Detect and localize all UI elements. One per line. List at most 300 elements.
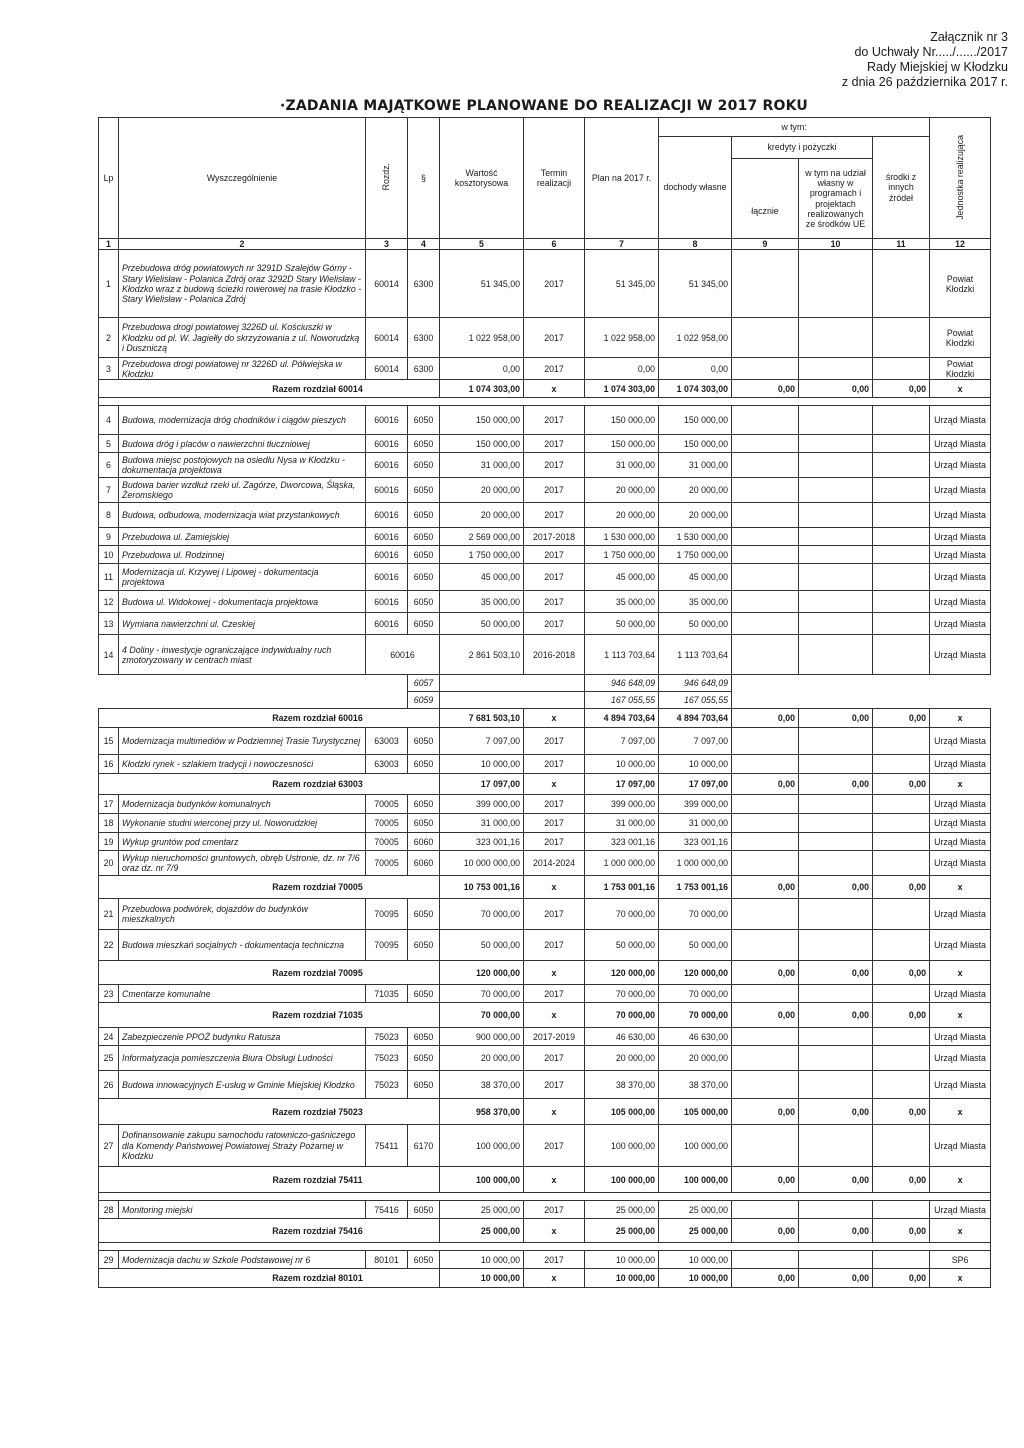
- subtotal-label: Razem rozdział 80101: [99, 1269, 440, 1288]
- row-other-sources: [873, 1046, 930, 1071]
- row-unit: Powiat Kłodzki: [930, 318, 991, 358]
- row-other-sources: [873, 1125, 930, 1167]
- row-own-income: 150 000,00: [659, 406, 732, 435]
- row-rozdz: 63003: [366, 728, 408, 755]
- row-term: 2017-2018: [524, 528, 585, 546]
- row-credits-eu: [799, 1125, 873, 1167]
- row-term: 2016-2018: [524, 635, 585, 675]
- row-credits-eu: [799, 814, 873, 833]
- row-description: Budowa miejsc postojowych na osiedlu Nysa w Kłodzku - dokumentacja projektowa: [119, 453, 366, 478]
- row-value: 35 000,00: [440, 591, 524, 613]
- subtotal-row: [99, 774, 991, 795]
- row-credits-eu: [799, 1201, 873, 1219]
- row-credits-total: [732, 1071, 799, 1099]
- row-description: Budowa mieszkań socjalnych - dokumentacja techniczna: [119, 930, 366, 961]
- row-unit: Urząd Miasta: [930, 851, 991, 876]
- row-unit: Urząd Miasta: [930, 899, 991, 930]
- subtotal-term: x: [524, 1219, 585, 1243]
- row-value: 31 000,00: [440, 814, 524, 833]
- subtotal-row: [99, 1003, 991, 1028]
- row-rozdz: 70005: [366, 851, 408, 876]
- subtotal-row: [99, 1269, 991, 1288]
- subtotal-label: Razem rozdział 70095: [99, 961, 440, 985]
- col-wtym: w tym:: [659, 118, 930, 137]
- subtotal-value: 1 074 303,00: [440, 380, 524, 398]
- column-number: 8: [659, 239, 732, 250]
- row-paragraph: 6050: [408, 1201, 440, 1219]
- subtotal-value: 10 753 001,16: [440, 876, 524, 899]
- row-credits-eu: [799, 635, 873, 675]
- row-own-income: 31 000,00: [659, 453, 732, 478]
- subtotal-row: [99, 709, 991, 728]
- row-credits-eu: [799, 453, 873, 478]
- sub-row: [99, 675, 991, 692]
- row-term: 2017: [524, 478, 585, 503]
- column-number-row: [99, 239, 991, 250]
- subtotal-credits-total: 0,00: [732, 961, 799, 985]
- row-value: 150 000,00: [440, 435, 524, 453]
- section-spacer: [99, 1193, 991, 1201]
- row-unit: Urząd Miasta: [930, 435, 991, 453]
- row-value: 25 000,00: [440, 1201, 524, 1219]
- row-own-income: 10 000,00: [659, 755, 732, 774]
- subtotal-other-sources: 0,00: [873, 1003, 930, 1028]
- row-term: 2017: [524, 318, 585, 358]
- subtotal-value: 70 000,00: [440, 1003, 524, 1028]
- table-row: [99, 406, 991, 435]
- row-credits-total: [732, 250, 799, 318]
- row-unit: Powiat Kłodzki: [930, 250, 991, 318]
- row-unit: Urząd Miasta: [930, 478, 991, 503]
- row-plan: 20 000,00: [585, 503, 659, 528]
- subtotal-credits-eu: 0,00: [799, 774, 873, 795]
- row-other-sources: [873, 503, 930, 528]
- row-credits-total: [732, 406, 799, 435]
- row-other-sources: [873, 814, 930, 833]
- row-value: 51 345,00: [440, 250, 524, 318]
- table-row: [99, 453, 991, 478]
- subtotal-other-sources: 0,00: [873, 1099, 930, 1125]
- col-rozdz: [366, 118, 408, 239]
- row-description: Dofinansowanie zakupu samochodu ratowniczo-gaśniczego dla Komendy Państwowej Powiatowej Straży Pożarnej w Kłodzku: [119, 1125, 366, 1167]
- row-rozdz: 75023: [366, 1028, 408, 1046]
- row-paragraph: 6050: [408, 528, 440, 546]
- row-credits-eu: [799, 755, 873, 774]
- row-credits-eu: [799, 318, 873, 358]
- row-lp: 14: [99, 635, 119, 675]
- row-own-income: 1 022 958,00: [659, 318, 732, 358]
- row-credits-eu: [799, 591, 873, 613]
- column-number: 2: [119, 239, 366, 250]
- row-term: 2017: [524, 503, 585, 528]
- row-plan: 50 000,00: [585, 930, 659, 961]
- row-term: 2017: [524, 728, 585, 755]
- row-other-sources: [873, 564, 930, 591]
- investment-table: [98, 117, 991, 1288]
- row-plan: 70 000,00: [585, 985, 659, 1003]
- row-value: 50 000,00: [440, 613, 524, 635]
- table-row: [99, 1201, 991, 1219]
- subtotal-term: x: [524, 709, 585, 728]
- subtotal-term: x: [524, 1099, 585, 1125]
- row-paragraph: 6050: [408, 814, 440, 833]
- row-unit: Urząd Miasta: [930, 814, 991, 833]
- subtotal-value: 958 370,00: [440, 1099, 524, 1125]
- row-credits-total: [732, 528, 799, 546]
- subtotal-credits-total: 0,00: [732, 1099, 799, 1125]
- row-description: Przebudowa drogi powiatowej nr 3226D ul. Półwiejska w Kłodzku: [119, 358, 366, 380]
- row-own-income: 20 000,00: [659, 478, 732, 503]
- row-unit: Urząd Miasta: [930, 795, 991, 814]
- table-row: [99, 478, 991, 503]
- row-plan: 399 000,00: [585, 795, 659, 814]
- row-value: 20 000,00: [440, 478, 524, 503]
- row-value: 10 000,00: [440, 755, 524, 774]
- subtotal-row: [99, 1167, 991, 1193]
- row-paragraph: 6050: [408, 1028, 440, 1046]
- row-lp: 10: [99, 546, 119, 564]
- row-term: 2017-2019: [524, 1028, 585, 1046]
- sub-empty-3: [732, 692, 991, 709]
- row-own-income: 1 113 703,64: [659, 635, 732, 675]
- row-rozdz: 60016: [366, 478, 408, 503]
- row-other-sources: [873, 635, 930, 675]
- subtotal-credits-eu: 0,00: [799, 1003, 873, 1028]
- subtotal-term: x: [524, 1269, 585, 1288]
- row-term: 2017: [524, 591, 585, 613]
- table-row: [99, 814, 991, 833]
- row-unit: Powiat Kłodzki: [930, 358, 991, 380]
- subtotal-own-income: 105 000,00: [659, 1099, 732, 1125]
- sub-own-income: 946 648,09: [659, 675, 732, 692]
- section-spacer: [99, 1243, 991, 1251]
- subtotal-other-sources: 0,00: [873, 774, 930, 795]
- subtotal-other-sources: 0,00: [873, 1219, 930, 1243]
- row-description: Modernizacja multimediów w Podziemnej Trasie Turystycznej: [119, 728, 366, 755]
- table-row: [99, 833, 991, 851]
- row-lp: 19: [99, 833, 119, 851]
- row-unit: Urząd Miasta: [930, 453, 991, 478]
- subtotal-term: x: [524, 876, 585, 899]
- row-description: Przebudowa ul. Zamiejskiej: [119, 528, 366, 546]
- row-rozdz: 60016: [366, 591, 408, 613]
- row-other-sources: [873, 795, 930, 814]
- row-plan: 31 000,00: [585, 814, 659, 833]
- subtotal-credits-total: 0,00: [732, 1167, 799, 1193]
- spacer-cell: [99, 398, 991, 406]
- row-paragraph: 6050: [408, 930, 440, 961]
- subtotal-credits-total: 0,00: [732, 1003, 799, 1028]
- sub-own-income: 167 055,55: [659, 692, 732, 709]
- row-credits-eu: [799, 1071, 873, 1099]
- row-own-income: 50 000,00: [659, 930, 732, 961]
- subtotal-other-sources: 0,00: [873, 380, 930, 398]
- row-credits-eu: [799, 503, 873, 528]
- col-unit-label: Jednostka realizująca: [954, 134, 965, 220]
- row-credits-total: [732, 985, 799, 1003]
- subtotal-value: 25 000,00: [440, 1219, 524, 1243]
- row-plan: 1 750 000,00: [585, 546, 659, 564]
- row-credits-total: [732, 728, 799, 755]
- row-credits-total: [732, 755, 799, 774]
- row-credits-eu: [799, 1251, 873, 1269]
- row-unit: Urząd Miasta: [930, 1046, 991, 1071]
- row-term: 2017: [524, 814, 585, 833]
- row-rozdz: 70005: [366, 814, 408, 833]
- row-rozdz: 80101: [366, 1251, 408, 1269]
- table-row: [99, 635, 991, 675]
- row-rozdz: 60016: [366, 564, 408, 591]
- column-number: 6: [524, 239, 585, 250]
- table-row: [99, 728, 991, 755]
- subtotal-plan: 105 000,00: [585, 1099, 659, 1125]
- row-rozdz: 60016: [366, 546, 408, 564]
- section-spacer: [99, 398, 991, 406]
- row-value: 150 000,00: [440, 406, 524, 435]
- sub-plan: 167 055,55: [585, 692, 659, 709]
- subtotal-row: [99, 961, 991, 985]
- row-lp: 5: [99, 435, 119, 453]
- row-lp: 7: [99, 478, 119, 503]
- row-paragraph: 6050: [408, 613, 440, 635]
- subtotal-unit: x: [930, 1219, 991, 1243]
- subtotal-own-income: 1 753 001,16: [659, 876, 732, 899]
- table-row: [99, 930, 991, 961]
- row-rozdz: 70005: [366, 795, 408, 814]
- row-plan: 7 097,00: [585, 728, 659, 755]
- row-term: 2017: [524, 930, 585, 961]
- subtotal-unit: x: [930, 709, 991, 728]
- row-credits-eu: [799, 833, 873, 851]
- subtotal-term: x: [524, 1003, 585, 1028]
- row-other-sources: [873, 851, 930, 876]
- row-other-sources: [873, 406, 930, 435]
- subtotal-own-income: 70 000,00: [659, 1003, 732, 1028]
- row-credits-total: [732, 591, 799, 613]
- subtotal-unit: x: [930, 380, 991, 398]
- row-paragraph: 6050: [408, 546, 440, 564]
- row-value: 1 750 000,00: [440, 546, 524, 564]
- row-value: 70 000,00: [440, 985, 524, 1003]
- row-lp: 6: [99, 453, 119, 478]
- row-paragraph: 6050: [408, 478, 440, 503]
- row-lp: 18: [99, 814, 119, 833]
- subtotal-term: x: [524, 961, 585, 985]
- row-plan: 323 001,16: [585, 833, 659, 851]
- row-credits-total: [732, 1125, 799, 1167]
- subtotal-credits-total: 0,00: [732, 709, 799, 728]
- row-value: 50 000,00: [440, 930, 524, 961]
- subtotal-own-income: 100 000,00: [659, 1167, 732, 1193]
- row-credits-total: [732, 503, 799, 528]
- row-plan: 1 113 703,64: [585, 635, 659, 675]
- column-number: 1: [99, 239, 119, 250]
- row-lp: 23: [99, 985, 119, 1003]
- subtotal-unit: x: [930, 1003, 991, 1028]
- row-other-sources: [873, 358, 930, 380]
- row-rozdz: 75023: [366, 1046, 408, 1071]
- row-credits-eu: [799, 546, 873, 564]
- row-term: 2014-2024: [524, 851, 585, 876]
- row-description: 4 Doliny - inwestycje ograniczające indywidualny ruch zmotoryzowany w centrach miast: [119, 635, 366, 675]
- row-credits-total: [732, 851, 799, 876]
- row-unit: Urząd Miasta: [930, 930, 991, 961]
- row-term: 2017: [524, 250, 585, 318]
- row-unit: Urząd Miasta: [930, 591, 991, 613]
- row-credits-total: [732, 478, 799, 503]
- column-number: 7: [585, 239, 659, 250]
- row-credits-eu: [799, 250, 873, 318]
- row-rozdz: 70095: [366, 899, 408, 930]
- row-other-sources: [873, 478, 930, 503]
- row-credits-total: [732, 899, 799, 930]
- subtotal-label: Razem rozdział 75411: [99, 1167, 440, 1193]
- row-description: Przebudowa podwórek, dojazdów do budynków mieszkalnych: [119, 899, 366, 930]
- row-value: 900 000,00: [440, 1028, 524, 1046]
- row-own-income: 20 000,00: [659, 1046, 732, 1071]
- row-plan: 35 000,00: [585, 591, 659, 613]
- subtotal-row: [99, 380, 991, 398]
- row-term: 2017: [524, 613, 585, 635]
- subtotal-label: Razem rozdział 63003: [99, 774, 440, 795]
- row-own-income: 150 000,00: [659, 435, 732, 453]
- row-value: 45 000,00: [440, 564, 524, 591]
- row-value: 399 000,00: [440, 795, 524, 814]
- row-unit: Urząd Miasta: [930, 1028, 991, 1046]
- row-other-sources: [873, 985, 930, 1003]
- row-lp: 17: [99, 795, 119, 814]
- row-description: Budowa, modernizacja dróg chodników i ciągów pieszych: [119, 406, 366, 435]
- row-credits-eu: [799, 1046, 873, 1071]
- row-term: 2017: [524, 899, 585, 930]
- row-own-income: 70 000,00: [659, 899, 732, 930]
- row-plan: 20 000,00: [585, 1046, 659, 1071]
- row-value: 2 569 000,00: [440, 528, 524, 546]
- row-own-income: 38 370,00: [659, 1071, 732, 1099]
- row-plan: 10 000,00: [585, 1251, 659, 1269]
- row-plan: 38 370,00: [585, 1071, 659, 1099]
- row-unit: Urząd Miasta: [930, 503, 991, 528]
- row-lp: 4: [99, 406, 119, 435]
- subtotal-credits-total: 0,00: [732, 876, 799, 899]
- row-paragraph: 6300: [408, 318, 440, 358]
- subtotal-row: [99, 1219, 991, 1243]
- row-unit: SP6: [930, 1251, 991, 1269]
- row-lp: 20: [99, 851, 119, 876]
- row-other-sources: [873, 728, 930, 755]
- row-term: 2017: [524, 1201, 585, 1219]
- row-rozdz: 75023: [366, 1071, 408, 1099]
- table-row: [99, 851, 991, 876]
- row-plan: 0,00: [585, 358, 659, 380]
- row-value: 10 000 000,00: [440, 851, 524, 876]
- row-term: 2017: [524, 833, 585, 851]
- row-own-income: 35 000,00: [659, 591, 732, 613]
- row-lp: 8: [99, 503, 119, 528]
- row-unit: Urząd Miasta: [930, 613, 991, 635]
- row-lp: 16: [99, 755, 119, 774]
- subtotal-plan: 70 000,00: [585, 1003, 659, 1028]
- row-paragraph: 6050: [408, 453, 440, 478]
- col-own: dochody własne: [659, 137, 732, 239]
- row-description: Budowa innowacyjnych E-usług w Gminie Miejskiej Kłodzko: [119, 1071, 366, 1099]
- row-credits-total: [732, 635, 799, 675]
- subtotal-plan: 1 074 303,00: [585, 380, 659, 398]
- row-paragraph: 6050: [408, 755, 440, 774]
- subtotal-plan: 120 000,00: [585, 961, 659, 985]
- row-description: Wykup gruntów pod cmentarz: [119, 833, 366, 851]
- row-value: 20 000,00: [440, 503, 524, 528]
- table-row: [99, 503, 991, 528]
- table-row: [99, 1125, 991, 1167]
- row-description: Przebudowa dróg powiatowych nr 3291D Szalejów Górny - Stary Wielisław - Polanica Zdrój oraz 3292D Stary Wielisław - Kłodzko wraz z budową ścieżki rowerowej na trasie Kłodzko - Stary Wielisław - Polanica Zdrój: [119, 250, 366, 318]
- sub-paragraph: 6059: [408, 692, 440, 709]
- row-term: 2017: [524, 795, 585, 814]
- row-lp: 21: [99, 899, 119, 930]
- table-row: [99, 1251, 991, 1269]
- row-lp: 24: [99, 1028, 119, 1046]
- subtotal-unit: x: [930, 1269, 991, 1288]
- row-unit: Urząd Miasta: [930, 528, 991, 546]
- row-term: 2017: [524, 406, 585, 435]
- row-credits-eu: [799, 795, 873, 814]
- subtotal-value: 7 681 503,10: [440, 709, 524, 728]
- subtotal-credits-total: 0,00: [732, 1269, 799, 1288]
- row-value: 0,00: [440, 358, 524, 380]
- row-rozdz: 71035: [366, 985, 408, 1003]
- row-lp: 28: [99, 1201, 119, 1219]
- row-rozdz: 60016: [366, 635, 440, 675]
- row-own-income: 51 345,00: [659, 250, 732, 318]
- row-credits-total: [732, 318, 799, 358]
- col-other: środki z innych źródeł: [873, 137, 930, 239]
- document-title: ·ZADANIA MAJĄTKOWE PLANOWANE DO REALIZACJI W 2017 ROKU: [280, 98, 808, 114]
- sub-empty-2: [440, 675, 585, 692]
- row-other-sources: [873, 1071, 930, 1099]
- row-lp: 9: [99, 528, 119, 546]
- row-rozdz: 60016: [366, 528, 408, 546]
- row-rozdz: 70095: [366, 930, 408, 961]
- row-other-sources: [873, 1028, 930, 1046]
- row-credits-eu: [799, 435, 873, 453]
- sub-paragraph: 6057: [408, 675, 440, 692]
- row-rozdz: 75416: [366, 1201, 408, 1219]
- row-description: Budowa ul. Widokowej - dokumentacja projektowa: [119, 591, 366, 613]
- subtotal-term: x: [524, 1167, 585, 1193]
- row-paragraph: 6060: [408, 833, 440, 851]
- row-lp: 2: [99, 318, 119, 358]
- row-plan: 150 000,00: [585, 435, 659, 453]
- subtotal-row: [99, 876, 991, 899]
- row-unit: Urząd Miasta: [930, 1201, 991, 1219]
- col-lp: Lp: [99, 118, 119, 239]
- row-own-income: 46 630,00: [659, 1028, 732, 1046]
- row-paragraph: 6050: [408, 1071, 440, 1099]
- subtotal-own-income: 4 894 703,64: [659, 709, 732, 728]
- table-row: [99, 1071, 991, 1099]
- subtotal-label: Razem rozdział 70005: [99, 876, 440, 899]
- row-paragraph: 6050: [408, 503, 440, 528]
- row-own-income: 7 097,00: [659, 728, 732, 755]
- col-unit: [930, 118, 991, 239]
- subtotal-credits-total: 0,00: [732, 380, 799, 398]
- subtotal-credits-eu: 0,00: [799, 1099, 873, 1125]
- row-credits-total: [732, 358, 799, 380]
- row-unit: Urząd Miasta: [930, 755, 991, 774]
- subtotal-other-sources: 0,00: [873, 1269, 930, 1288]
- subtotal-label: Razem rozdział 60014: [99, 380, 440, 398]
- col-term: Termin realizacji: [524, 118, 585, 239]
